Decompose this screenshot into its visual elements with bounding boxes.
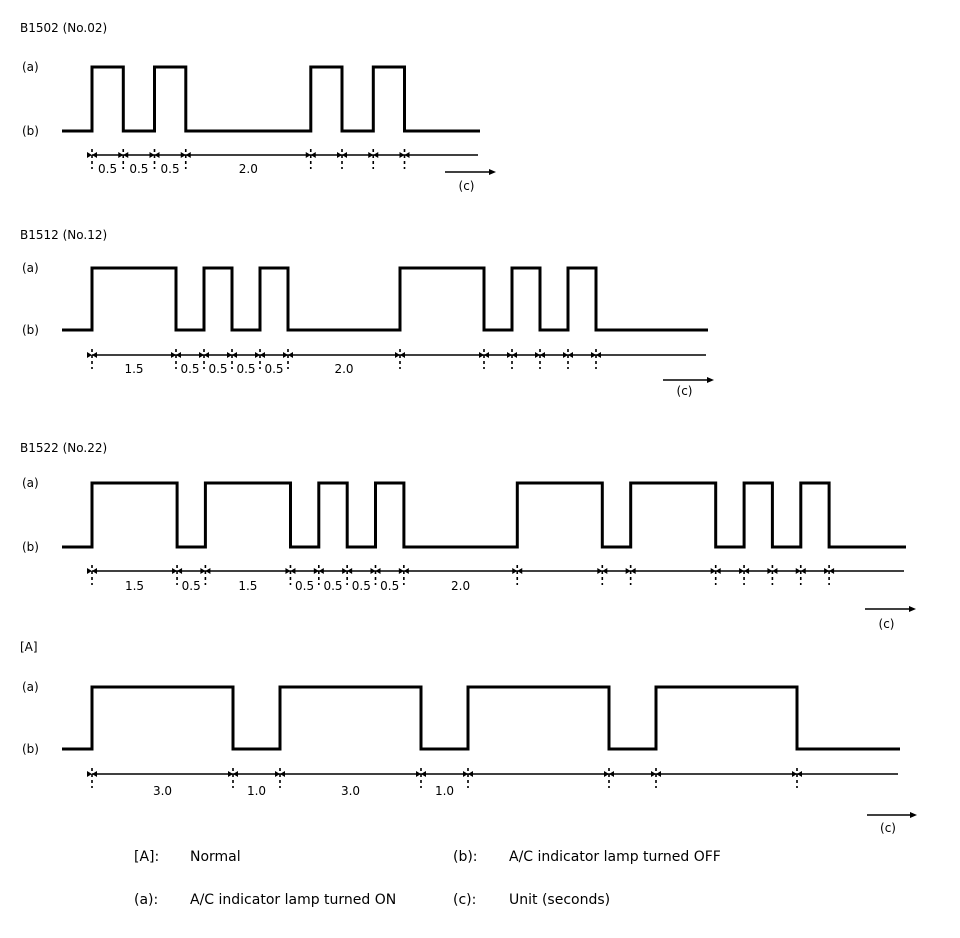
legend-key-on: (a): xyxy=(134,892,159,908)
unit-label: (c) xyxy=(676,384,693,398)
diagram-title: [A] xyxy=(20,640,38,654)
diagram-b1522 xyxy=(20,441,916,631)
duration-label: 1.5 xyxy=(238,579,258,593)
unit-arrow-head xyxy=(909,606,916,612)
duration-label: 0.5 xyxy=(208,362,228,376)
level-high-label: (a) xyxy=(22,680,39,694)
signal-waveform xyxy=(62,268,708,330)
duration-label: 1.0 xyxy=(246,784,267,798)
legend-key-normal: [A]: xyxy=(134,849,160,865)
signal-waveform xyxy=(62,483,906,547)
duration-label: 2.0 xyxy=(238,162,258,176)
duration-label: 0.5 xyxy=(351,579,371,593)
diagram-title: B1502 (No.02) xyxy=(20,21,108,35)
duration-label: 2.0 xyxy=(451,579,471,593)
duration-label: 0.5 xyxy=(180,362,200,376)
level-low-label: (b) xyxy=(22,742,39,756)
unit-arrow-head xyxy=(910,812,917,818)
duration-label: 1.5 xyxy=(124,362,144,376)
unit-label: (c) xyxy=(458,179,475,193)
legend-text-normal: Normal xyxy=(190,849,241,865)
duration-label: 0.5 xyxy=(98,162,118,176)
duration-label: 0.5 xyxy=(129,162,149,176)
duration-label: 0.5 xyxy=(181,579,201,593)
legend-key-unit: (c): xyxy=(453,892,477,908)
level-high-label: (a) xyxy=(22,60,39,74)
duration-label: 0.5 xyxy=(380,579,400,593)
duration-label: 0.5 xyxy=(160,162,180,176)
unit-label: (c) xyxy=(878,617,895,631)
duration-label: 2.0 xyxy=(334,362,354,376)
signal-waveform xyxy=(62,67,480,131)
legend-text-on: A/C indicator lamp turned ON xyxy=(190,892,397,908)
level-high-label: (a) xyxy=(22,476,39,490)
legend-text-off: A/C indicator lamp turned OFF xyxy=(509,849,721,865)
legend-key-off: (b): xyxy=(453,849,478,865)
unit-arrow-head xyxy=(489,169,496,175)
level-low-label: (b) xyxy=(22,323,39,337)
diagram-b1502 xyxy=(20,21,496,193)
unit-arrow-head xyxy=(707,377,714,383)
duration-label: 1.5 xyxy=(124,579,145,593)
diagrams-group xyxy=(20,21,917,835)
level-high-label: (a) xyxy=(22,261,39,275)
duration-label: 3.0 xyxy=(340,784,361,798)
signal-waveform xyxy=(62,687,900,749)
duration-label: 0.5 xyxy=(264,362,284,376)
legend-text-unit: Unit (seconds) xyxy=(509,892,611,908)
legend xyxy=(134,849,721,908)
level-low-label: (b) xyxy=(22,124,39,138)
unit-label: (c) xyxy=(880,821,896,835)
duration-label: 0.5 xyxy=(295,579,315,593)
diagram-b1512 xyxy=(20,228,714,398)
duration-label: 0.5 xyxy=(236,362,256,376)
diagram-title: B1522 (No.22) xyxy=(20,441,108,455)
duration-label: 1.0 xyxy=(434,784,455,798)
duration-label: 3.0 xyxy=(152,784,173,798)
duration-label: 0.5 xyxy=(323,579,343,593)
diagram-normal xyxy=(20,640,917,835)
level-low-label: (b) xyxy=(22,540,39,554)
diagram-title: B1512 (No.12) xyxy=(20,228,108,242)
